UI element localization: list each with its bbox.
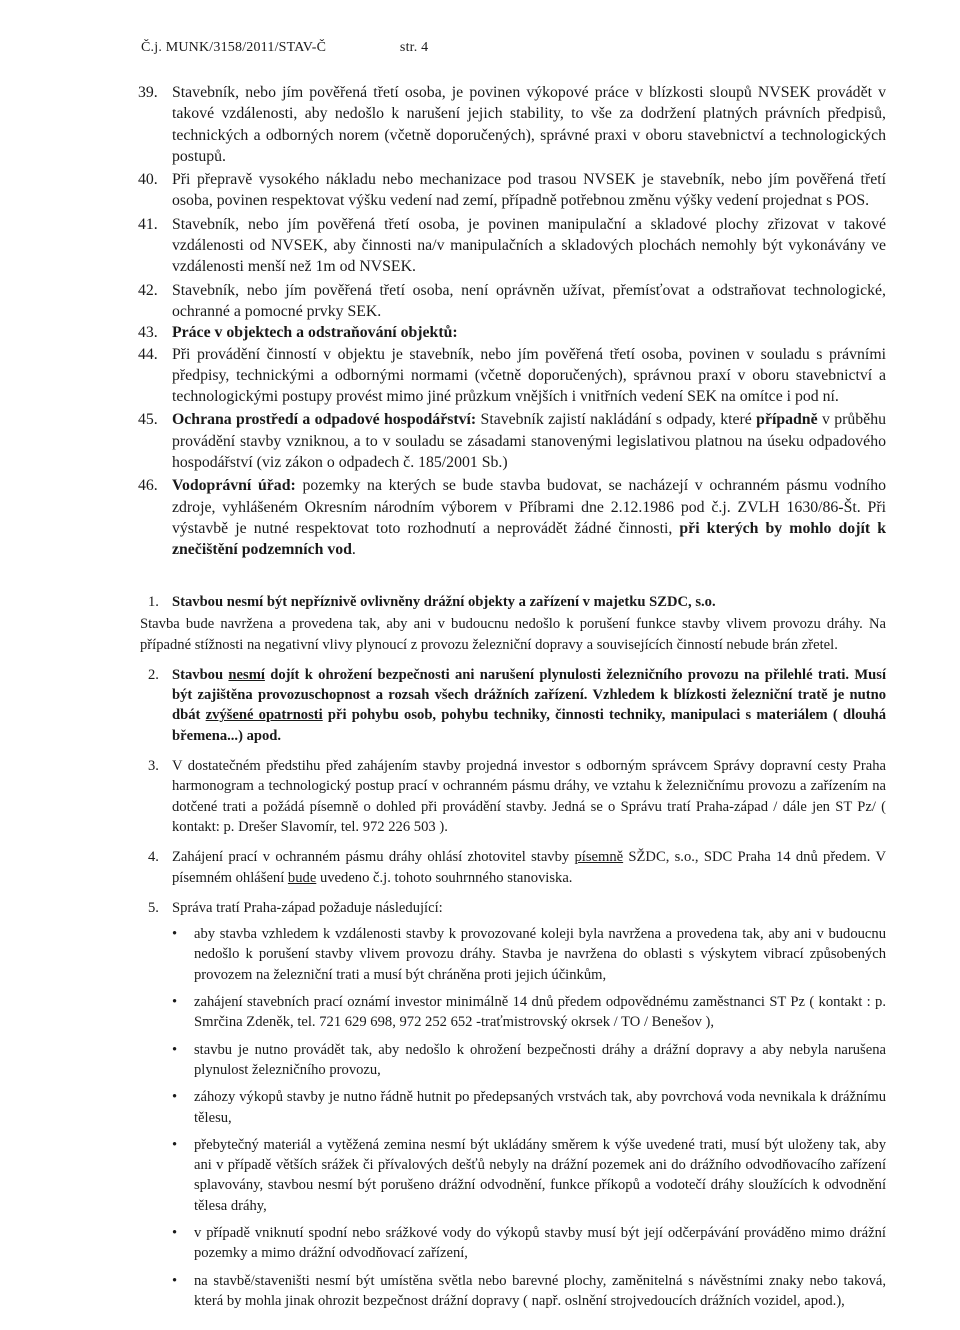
item-heading: Stavbou nesmí být nepříznivě ovlivněny drážní objekty a zařízení v majetku SZDC, s.o. xyxy=(172,594,716,610)
bullet-icon: • xyxy=(172,1089,178,1106)
szdc-item-5 xyxy=(138,898,886,918)
item-number: 1. xyxy=(148,594,159,610)
numbered-conditions xyxy=(138,82,886,561)
bullet-icon: • xyxy=(172,1272,178,1289)
reference-number: Č.j. MUNK/3158/2011/STAV-Č xyxy=(141,40,327,55)
condition-43 xyxy=(138,322,886,343)
item-number: 43. xyxy=(138,324,158,342)
list-item-text: aby stavba vzhledem k vzdálenosti stavby k provozované koleji byla navržena a provedena tak, aby ani v budoucnu nedošlo k porušení stavby vlivem provozu dráhy. Stavba je navržena do oblasti s výskytem vibrací způsobených provozem na železniční trati a musí být chráněna proti jejich účinkům, xyxy=(194,926,886,983)
bullet-icon: • xyxy=(172,1225,178,1242)
item-text: uvedeno č.j. tohoto souhrnného stanoviska. xyxy=(316,869,573,886)
condition-40 xyxy=(138,169,886,212)
underlined-text: písemně xyxy=(574,849,624,866)
item-text: Stavbou xyxy=(172,666,229,683)
section-heading: Vodoprávní úřad: xyxy=(172,477,296,495)
item-number: 40. xyxy=(138,171,158,189)
list-item xyxy=(172,1135,886,1216)
item-number: 3. xyxy=(148,758,159,775)
item-number: 4. xyxy=(148,849,159,866)
bullet-icon: • xyxy=(172,994,178,1011)
list-item-text: přebytečný materiál a vytěžená zemina nesmí být ukládány směrem k výše uvedené trati, musí být uloženy tak, aby ani v případě větších srážek či přívalových dešťů nebyly na drážní pozemek ani do drážního odvodňovacího zařízení splavovány, stavbou nesmí být porušeno drážní odvodnění, funkce příkopů a vodotečí dráhy sloužících k odvodnění tělesa dráhy, xyxy=(194,1136,886,1214)
item-text: V dostatečném předstihu před zahájením stavby projedná investor s odborným správcem Správy dopravní cesty Praha harmonogram a technologický postup prací v ochranném pásmu dráhy, ve vztahu k železničnímu provozu a zařízením na dotčené trati a požádá písemně o dohled při provádění stavby. Jedná se o Správu tratí Praha-západ / dále jen ST Pz/ ( kontakt: p. Drešer Slavomír, tel. 972 226 503 ). xyxy=(172,758,886,835)
item-text: Stavebník, nebo jím pověřená třetí osoba, není oprávněn užívat, přemísťovat a odstraňovat technologické, ochranné a pomocné prvky SEK. xyxy=(172,281,886,320)
item-text: pozemky na kterých se bude stavba budovat, se nacházejí v ochranném pásmu vodního zdroje, vyhlášeném Okresním národním výborem v Příbrami dne 2.12.1986 pod č.j. ZVLH 1630/86-Št. Při výstavbě je nutné respektovat toto rozhodnutí a neprovádět žádné činnosti, xyxy=(172,477,886,537)
list-item-text: záhozy výkopů stavby je nutno řádně hutnit po předepsaných vrstvách tak, aby povrchová voda nevnikala k drážnímu tělesu, xyxy=(194,1089,886,1126)
szdc-item-1-text: Stavba bude navržena a provedena tak, aby ani v budoucnu nedošlo k porušení funkce stavby vlivem provozu dráhy. Na případné stížnosti na negativní vlivy plynoucí z provozu železniční dopravy a souvisejících činností nebude brán zřetel. xyxy=(140,616,886,653)
list-item xyxy=(172,1271,886,1312)
list-item-text: stavbu je nutno provádět tak, aby nedošlo k ohrožení bezpečnosti dráhy a drážní dopravy a aby nebyla narušena plynulost železničního provozu, xyxy=(194,1041,886,1078)
underlined-text: bude xyxy=(287,869,317,886)
list-item-text: zahájení stavebních prací oznámí investor minimálně 14 dnů předem odpovědnému zaměstnanci ST Pz ( kontakt : p. Smrčina Zdeněk, tel. 721 629 698, 972 252 652 -traťmistrovský okrsek / TO / Benešov ), xyxy=(194,994,886,1031)
item-text: Stavebník, nebo jím pověřená třetí osoba, je povinen výkopové práce v blízkosti sloupů NVSEK provádět v takové vzdálenosti, aby nedošlo k narušení jejich stability, to vše za dodržení platných právních předpisů, technických a odborných norem (včetně doporučených), správné praxi v oboru stavebnictví a technologických postupů. xyxy=(172,84,886,165)
requirements-list xyxy=(138,924,886,1311)
emphasis: případně xyxy=(756,411,818,429)
list-item xyxy=(172,1040,886,1081)
emphasis: při kterých by mohlo dojít k znečištění podzemních vod xyxy=(172,519,886,559)
list-item xyxy=(172,924,886,985)
bullet-icon: • xyxy=(172,926,178,943)
bullet-icon: • xyxy=(172,1136,178,1153)
bullet-icon: • xyxy=(172,1041,178,1058)
item-text: Stavebník, nebo jím pověřená třetí osoba, je povinen manipulační a skladové plochy zřizovat v takové vzdálenosti od NVSEK, aby činnosti na/v manipulačních a skladových plochách nemohly být vykonávány ve vzdálenosti menší než 1m od NVSEK. xyxy=(172,215,886,276)
list-item xyxy=(172,1087,886,1128)
item-number: 39. xyxy=(138,84,158,101)
item-text: Stavebník zajistí nakládání s odpady, které xyxy=(476,411,757,429)
item-number: 42. xyxy=(138,281,158,299)
item-number: 2. xyxy=(148,666,159,683)
szdc-item-4 xyxy=(138,847,886,888)
list-item-text: v případě vniknutí spodní nebo srážkové vody do výkopů stavby musí být její odčerpávání prováděno mimo drážní pozemky a mimo drážní odvodňovací zařízení, xyxy=(194,1225,886,1262)
item-text: při pohybu osob, pohybu techniky, činnosti techniky, manipulaci s materiálem ( dlouhá břemena...) apod. xyxy=(172,707,886,744)
item-text: v průběhu provádění stavby vzniknou, a to v souladu se zásadami stanovenými legislativou platnou na úseku odpadového hospodářství (viz zákon o odpadech č. 185/2001 Sb.) xyxy=(172,411,886,472)
item-number: 41. xyxy=(138,215,158,233)
page-header xyxy=(141,40,428,56)
item-text: Při přepravě vysokého nákladu nebo mechanizace pod trasou NVSEK je stavebník, nebo jím pověřená třetí osoba, povinen respektovat výšku vedení nad zemí, případně potřebnou změnu výšky vedení projednat s POS. xyxy=(172,171,886,210)
page-number: str. 4 xyxy=(399,40,429,55)
item-text: Při provádění činností v objektu je stavebník, nebo jím pověřená třetí osoba, povinen v souladu s právními předpisy, technickými a odbornými normami (včetně doporučených), správnou praxí v oboru stavebnictví a technologickými postupy provést mimo jiné průzkum vnějších i vnitřních vedení SEK na omítce i pod ní. xyxy=(172,345,886,406)
szdc-item-2 xyxy=(138,665,886,746)
item-number: 44. xyxy=(138,345,158,363)
condition-42 xyxy=(138,280,886,323)
list-item xyxy=(172,992,886,1033)
szdc-item-3 xyxy=(138,756,886,837)
item-text: Zahájení prací v ochranném pásmu dráhy ohlásí zhotovitel stavby xyxy=(172,849,575,866)
list-item-text: na stavbě/staveništi nesmí být umístěna světla nebo barevné plochy, zaměnitelná s návěstními znaky nebo taková, která by mohla jinak ohrozit bezpečnost drážní dopravy ( např. oslnění strojvedoucích drážních vozidel, apod.), xyxy=(194,1272,886,1309)
condition-39 xyxy=(138,82,886,167)
condition-41 xyxy=(138,214,886,278)
item-text: dojít k ohrožení bezpečnosti ani narušení plynulosti železničního provozu na přilehlé trati. Musí být zajištěna provozuschopnost a rozsah všech drážních zařízení. Vzhledem k blízkosti železniční tratě je nutno dbát xyxy=(172,666,886,724)
item-text: Správa tratí Praha-západ požaduje následující: xyxy=(172,899,443,916)
section-heading: Práce v objektech a odstraňování objektů: xyxy=(172,324,458,342)
list-item xyxy=(172,1223,886,1264)
underlined-text: nesmí xyxy=(228,666,265,683)
szdc-conditions xyxy=(138,592,886,1318)
section-heading: Ochrana prostředí a odpadové hospodářství: xyxy=(172,411,477,429)
item-text: . xyxy=(351,541,356,559)
underlined-text: zvýšené opatrnosti xyxy=(205,707,323,724)
condition-45 xyxy=(138,409,886,473)
item-number: 45. xyxy=(138,411,158,429)
item-number: 46. xyxy=(138,477,158,495)
item-text: SŽDC, s.o., SDC Praha 14 dnů předem. V písemném ohlášení xyxy=(172,849,886,886)
item-number: 5. xyxy=(148,899,159,916)
szdc-item-1 xyxy=(138,592,886,612)
condition-44 xyxy=(138,344,886,408)
condition-46 xyxy=(138,475,886,560)
